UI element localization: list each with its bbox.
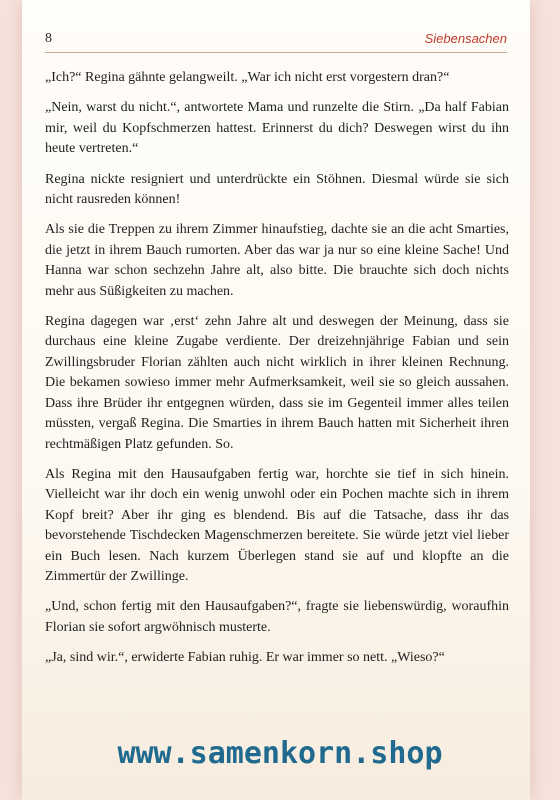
book-page xyxy=(22,0,530,800)
page-header xyxy=(45,31,507,53)
paragraph-7: „Und, schon fertig mit den Hausaufgaben?“, fragte sie liebenswürdig, woraufhin Florian sie sofort argwöhnisch musterte. xyxy=(45,599,509,635)
running-title: Siebensachen xyxy=(424,31,507,46)
page-number: 8 xyxy=(45,31,52,46)
paragraph-5: Regina dagegen war ‚erst‘ zehn Jahre alt und deswegen der Meinung, dass sie durchaus eine kleine Zugabe verdiente. Der dreizehnjährige Fabian und sein Zwillingsbruder Florian zählten auch nicht wirklich in ihrer kleinen Rechnung. Die bekamen sowieso immer mehr Aufmerksamkeit, weil sie so gleich aussahen. Dass ihre Brüder ihr entgegnen würden, dass sie im Gegenteil immer alles teilen müssten, vergaß Regina. Die Smarties in ihrem Bauch hatten mit Sicherheit ihren rechtmäßigen Platz gefunden. So. xyxy=(45,314,509,452)
body-text xyxy=(45,68,509,679)
paragraph-4: Als sie die Treppen zu ihrem Zimmer hinaufstieg, dachte sie an die acht Smarties, die jetzt in ihrem Bauch rumorten. Aber das war ja nur so eine kleine Sache! Und Hanna war schon sechzehn Jahre alt, also bitte. Die brauchte sich doch nichts mehr aus Süßigkeiten zu machen. xyxy=(45,222,509,299)
paragraph-8: „Ja, sind wir.“, erwiderte Fabian ruhig. Er war immer so nett. „Wieso?“ xyxy=(45,650,445,666)
shop-watermark: www.samenkorn.shop xyxy=(117,736,443,771)
paragraph-2: „Nein, warst du nicht.“, antwortete Mama und runzelte die Stirn. „Da half Fabian mir, weil du Kopfschmerzen hattest. Erinnerst du dich? Deswegen wirst du ihn heute vertreten.“ xyxy=(45,100,509,157)
paragraph-3: Regina nickte resigniert und unterdrückte ein Stöhnen. Diesmal würde sie sich nicht rausreden können! xyxy=(45,171,509,208)
paragraph-1: „Ich?“ Regina gähnte gelangweilt. „War ich nicht erst vorgestern dran?“ xyxy=(45,70,450,85)
paragraph-6: Als Regina mit den Hausaufgaben fertig war, horchte sie tief in sich hinein. Vielleicht war ihr doch ein wenig unwohl oder ein Pochen machte sich in ihrem Kopf breit? Aber ihr ging es blendend. Bis auf die Tatsache, dass ihr das bevorstehende Tischdecken Magenschmerzen bereitete. Sie würde jetzt viel lieber ein Buch lesen. Nach kurzem Überlegen stand sie auf und klopfte an die Zimmertür der Zwillinge. xyxy=(45,466,509,584)
